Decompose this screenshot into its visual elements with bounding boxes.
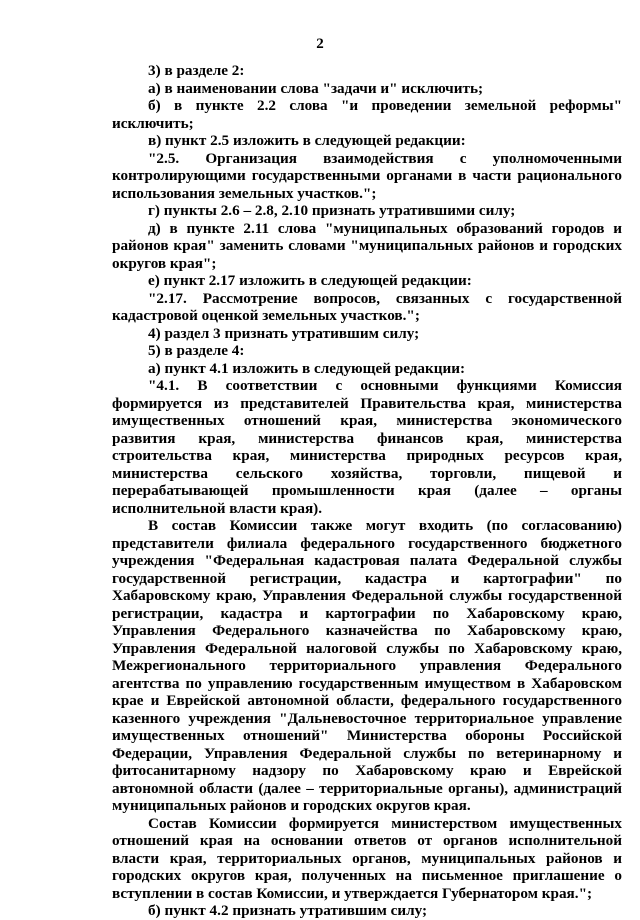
paragraph: Состав Комиссии формируется министерством имущественных отношений края на основании ответов от органов исполнительной власти края, территориальных органов, муниципальных районов и городских округов края, полученных на письменное приглашение о вступлении в состав Комиссии, и утверждается Губернатором края."; [112, 814, 622, 902]
paragraph: д) в пункте 2.11 слова "муниципальных образований городов и районов края" заменить словами "муниципальных районов и городских округов края"; [112, 219, 622, 272]
paragraph: е) пункт 2.17 изложить в следующей редакции: [148, 272, 472, 289]
paragraph: а) пункт 4.1 изложить в следующей редакции: [148, 359, 466, 377]
paragraph: г) пункты 2.6 – 2.8, 2.10 признать утратившими силу; [148, 202, 516, 219]
paragraph: 5) в разделе 4: [148, 342, 245, 359]
paragraph: "2.17. Рассмотрение вопросов, связанных с государственной кадастровой оценкой земельных участков."; [112, 289, 622, 324]
paragraph: "2.5. Организация взаимодействия с уполномоченными контролирующими государственными органами в части рационального использования земельных участков."; [112, 149, 622, 202]
paragraph: а) в наименовании слова "задачи и" исключить; [148, 79, 484, 97]
paragraph: в) пункт 2.5 изложить в следующей редакции: [148, 132, 466, 149]
paragraph: 4) раздел 3 признать утратившим силу; [148, 324, 420, 342]
paragraph: б) пункт 4.2 признать утратившим силу; [148, 902, 428, 919]
paragraph: В состав Комиссии также могут входить (по согласованию) представители филиала федерального государственного бюджетного учреждения "Федеральная кадастровая палата Федеральной службы государственной регистрации, кадастра и картографии" по Хабаровскому краю, Управления Федеральной службы государственной регистрации, кадастра и картографии по Хабаровскому краю, Управления Федерального казначейства по Хабаровскому краю, Управления Федеральной налоговой службы по Хабаровскому краю, Межрегионального территориального управления Федерального агентства по управлению государственным имуществом в Хабаровском крае и Еврейской автономной области, федерального государственного казенного учреждения "Дальневосточное территориальное управление имущественных отношений" Министерства обороны Российской Федерации, Управления Федеральной службы по ветеринарному и фитосанитарному надзору по Хабаровскому краю и Еврейской автономной области (далее – территориальные органы), администраций муниципальных районов и городских округов края. [112, 517, 622, 814]
paragraph: 3) в разделе 2: [148, 62, 245, 79]
paragraph: б) в пункте 2.2 слова "и проведении земельной реформы" исключить; [112, 97, 622, 132]
document-body [112, 62, 622, 920]
page-number: 2 [316, 36, 324, 52]
paragraph: "4.1. В соответствии с основными функциями Комиссия формируется из представителей Правительства края, министерства имущественных отношений края, министерства экономического развития края, министерства финансов края, министерства строительства края, министерства природных ресурсов края, министерства сельского хозяйства, торговли, пищевой и перерабатывающей промышленности края (далее – органы исполнительной власти края). [112, 377, 622, 517]
